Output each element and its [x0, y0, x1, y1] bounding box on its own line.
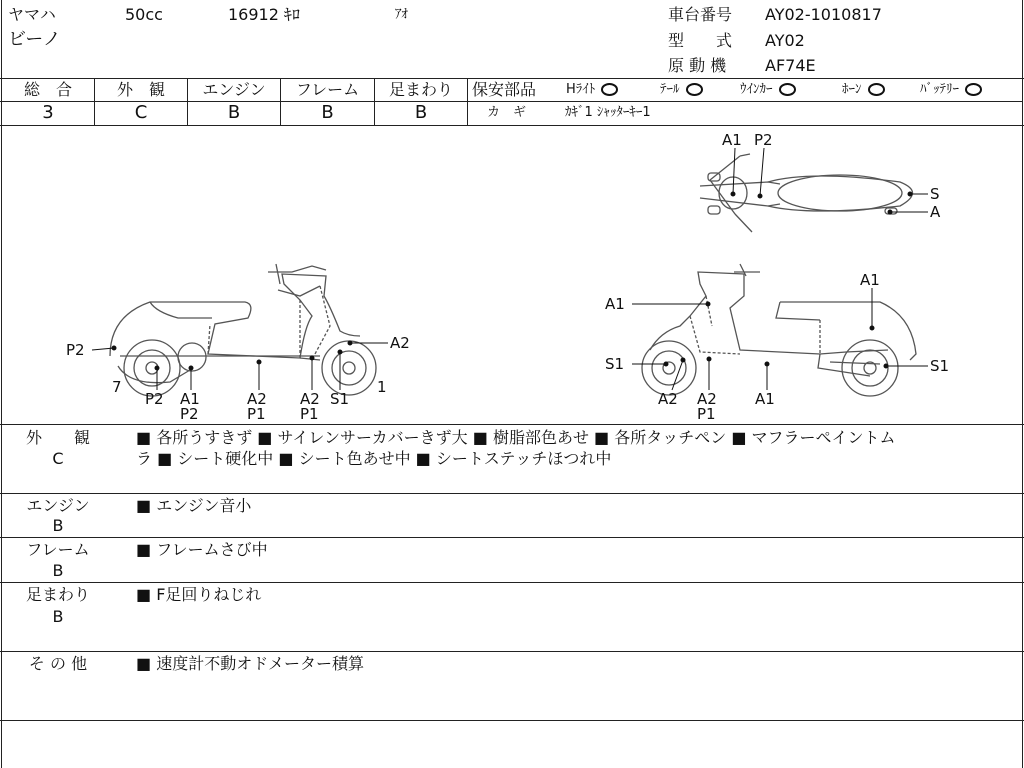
diagram-label: P2	[754, 131, 773, 149]
section-line	[0, 493, 1024, 494]
ok-mark-icon	[779, 83, 796, 96]
diagram-label: A1	[605, 295, 625, 313]
ok-mark-icon	[686, 83, 703, 96]
diagram-label: P1	[697, 405, 716, 423]
grade-exterior-label: 外 観	[116, 80, 165, 99]
section-text-exterior-1: ■ 各所うすきず ■ サイレンサーカバーきず大 ■ 樹脂部色あせ ■ 各所タッチペン ■ マフラーペイントム	[136, 428, 896, 447]
engine-label: 原 動 機	[668, 56, 727, 75]
grade-div-5	[467, 78, 468, 125]
section-line	[0, 424, 1024, 425]
safety-item-battery: ﾊﾞｯﾃﾘｰ	[920, 82, 982, 98]
safety-item-headlight: Hﾗｲﾄ	[566, 82, 618, 98]
section-title-frame: フレーム	[26, 540, 90, 559]
section-title-other: そ の 他	[28, 654, 88, 673]
section-line	[0, 582, 1024, 583]
diagram-label: A	[930, 203, 941, 221]
damage-diagram	[0, 126, 1024, 424]
diagram-label: A1	[860, 271, 880, 289]
diagram-label: S1	[605, 355, 625, 373]
frame-no-label: 車台番号	[668, 5, 733, 24]
diagram-label: A2	[247, 390, 267, 408]
diagram-label: A1	[755, 390, 775, 408]
section-text-frame: ■ フレームさび中	[136, 540, 268, 559]
diagram-label: P2	[180, 405, 199, 423]
diagram-label: A2	[658, 390, 678, 408]
grade-exterior-value: C	[134, 102, 148, 123]
diagram-label: P2	[145, 390, 164, 408]
grade-engine-value: B	[227, 102, 241, 123]
section-title-engine: エンジン	[26, 496, 90, 515]
section-text-exterior-2: ラ ■ シート硬化中 ■ シート色あせ中 ■ シートステッチほつれ中	[136, 449, 612, 468]
diagram-label: 7	[112, 378, 122, 396]
type-label: 型 式	[668, 31, 733, 50]
safety-item-winker: ｳｲﾝｶｰ	[740, 82, 796, 98]
diagram-label: P2	[66, 341, 85, 359]
engine-value: AF74E	[765, 56, 816, 75]
diagram-label: S	[930, 185, 940, 203]
grade-frame-label: フレーム	[295, 80, 360, 99]
grade-overall-label: 総 合	[23, 80, 72, 99]
diagram-label: P1	[300, 405, 319, 423]
diagram-label: A2	[697, 390, 717, 408]
diagram-label: A1	[180, 390, 200, 408]
mileage: 16912 ｷﾛ	[228, 5, 300, 24]
section-grade-suspension: B	[52, 607, 64, 626]
diagram-label: 1	[377, 378, 387, 396]
section-text-engine: ■ エンジン音小	[136, 496, 252, 515]
model-name: ビーノ	[8, 29, 61, 50]
diagram-label: S1	[930, 357, 950, 375]
grade-overall-value: 3	[42, 102, 54, 123]
ok-mark-icon	[965, 83, 982, 96]
frame-no: AY02-1010817	[765, 5, 882, 24]
ok-mark-icon	[868, 83, 885, 96]
diagram-label: P1	[247, 405, 266, 423]
section-line	[0, 651, 1024, 652]
grade-frame-value: B	[321, 102, 334, 123]
safety-title: 保安部品	[472, 80, 537, 99]
keys-label: カ ギ	[487, 105, 527, 120]
section-text-other: ■ 速度計不動オドメーター積算	[136, 654, 365, 673]
diagram-label: S1	[330, 390, 350, 408]
section-title-exterior: 外 観	[25, 428, 90, 447]
displacement: 50cc	[125, 5, 163, 24]
color: ｱｵ	[395, 7, 408, 22]
ok-mark-icon	[601, 83, 618, 96]
section-title-suspension: 足まわり	[25, 585, 90, 604]
safety-item-horn: ﾎｰﾝ	[842, 82, 885, 98]
section-grade-frame: B	[52, 561, 64, 580]
type-value: AY02	[765, 31, 805, 50]
grade-suspension-label: 足まわり	[388, 80, 453, 99]
section-grade-engine: B	[52, 516, 64, 535]
safety-item-tail: ﾃｰﾙ	[660, 82, 703, 98]
section-grade-exterior: C	[52, 449, 64, 468]
section-text-suspension: ■ F足回りねじれ	[136, 585, 262, 604]
maker: ヤマハ	[8, 5, 56, 24]
left-side-scooter	[110, 264, 376, 396]
section-line	[0, 537, 1024, 538]
section-line	[0, 720, 1024, 721]
grade-top-line	[0, 78, 1024, 79]
grade-suspension-value: B	[414, 102, 428, 123]
safety-mid-line	[468, 101, 1023, 102]
diagram-label: A2	[390, 334, 410, 352]
grade-engine-label: エンジン	[202, 80, 266, 99]
keys-value: ｶｷﾞ1 ｼｬｯﾀｰｷｰ1	[565, 105, 651, 120]
diagram-label: A1	[722, 131, 742, 149]
diagram-label: A2	[300, 390, 320, 408]
